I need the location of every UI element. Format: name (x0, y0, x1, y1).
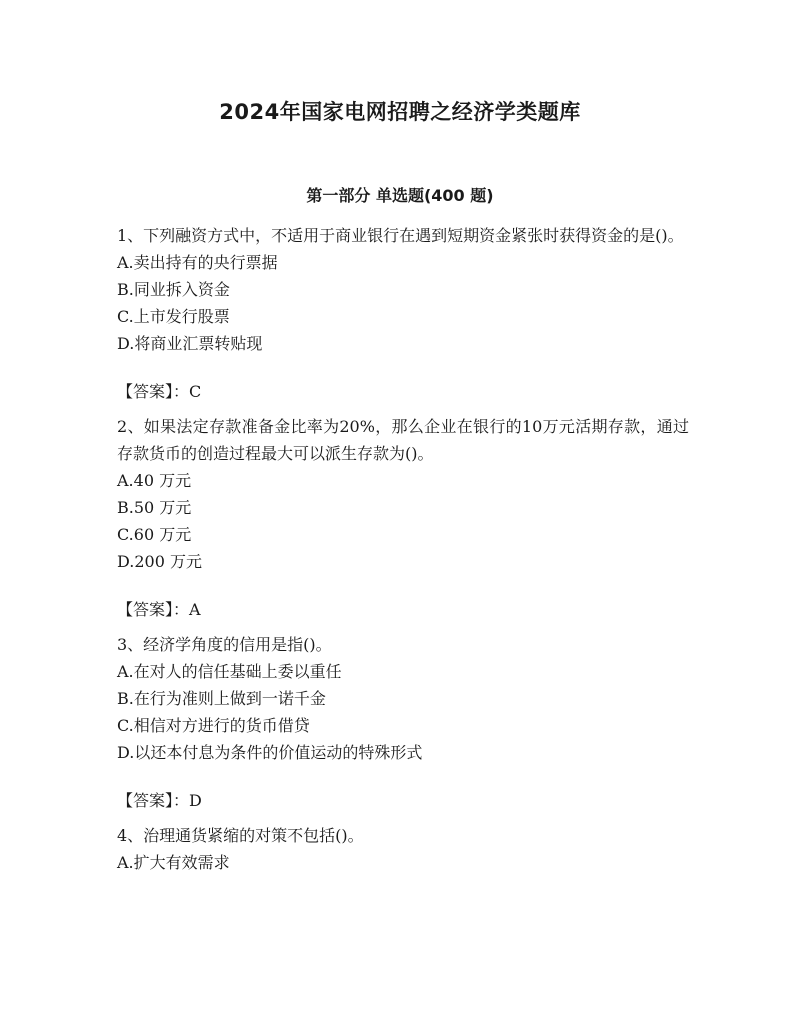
option-b: B.50 万元 (117, 498, 192, 517)
option-b: B.同业拆入资金 (117, 280, 230, 299)
option-a: A.扩大有效需求 (117, 853, 230, 872)
answer-label: 【答案】： (117, 600, 190, 619)
question-stem: 1、下列融资方式中，不适用于商业银行在遇到短期资金紧张时获得资金的是()。 (117, 226, 684, 245)
option-a: A.在对人的信任基础上委以重任 (117, 662, 342, 681)
question-1 (117, 222, 689, 405)
question-stem: 2、如果法定存款准备金比率为20%，那么企业在银行的10万元活期存款，通过存款货币的创造过程最大可以派生存款为()。 (117, 417, 689, 463)
question-stem: 4、治理通货紧缩的对策不包括()。 (117, 826, 364, 845)
option-d: D.以还本付息为条件的价值运动的特殊形式 (117, 743, 423, 762)
option-a: A.卖出持有的央行票据 (117, 253, 278, 272)
answer-value: D (189, 791, 202, 810)
question-list (117, 222, 689, 876)
question-3 (117, 631, 689, 814)
answer-label: 【答案】： (117, 791, 190, 810)
document-title: 2024年国家电网招聘之经济学类题库 (219, 100, 581, 124)
option-c: C.相信对方进行的货币借贷 (117, 716, 310, 735)
option-c: C.上市发行股票 (117, 307, 230, 326)
answer-value: A (189, 600, 201, 619)
question-2 (117, 413, 689, 623)
option-d: D.将商业汇票转贴现 (117, 334, 263, 353)
section-title: 第一部分 单选题(400 题) (306, 186, 494, 205)
question-stem: 3、经济学角度的信用是指()。 (117, 635, 332, 654)
question-4 (117, 822, 689, 876)
option-a: A.40 万元 (117, 471, 192, 490)
answer-line (117, 596, 689, 623)
answer-label: 【答案】： (117, 382, 190, 401)
answer-value: C (189, 382, 202, 401)
option-c: C.60 万元 (117, 525, 192, 544)
answer-line (117, 787, 689, 814)
option-d: D.200 万元 (117, 552, 202, 571)
answer-line (117, 378, 689, 405)
option-b: B.在行为准则上做到一诺千金 (117, 689, 326, 708)
